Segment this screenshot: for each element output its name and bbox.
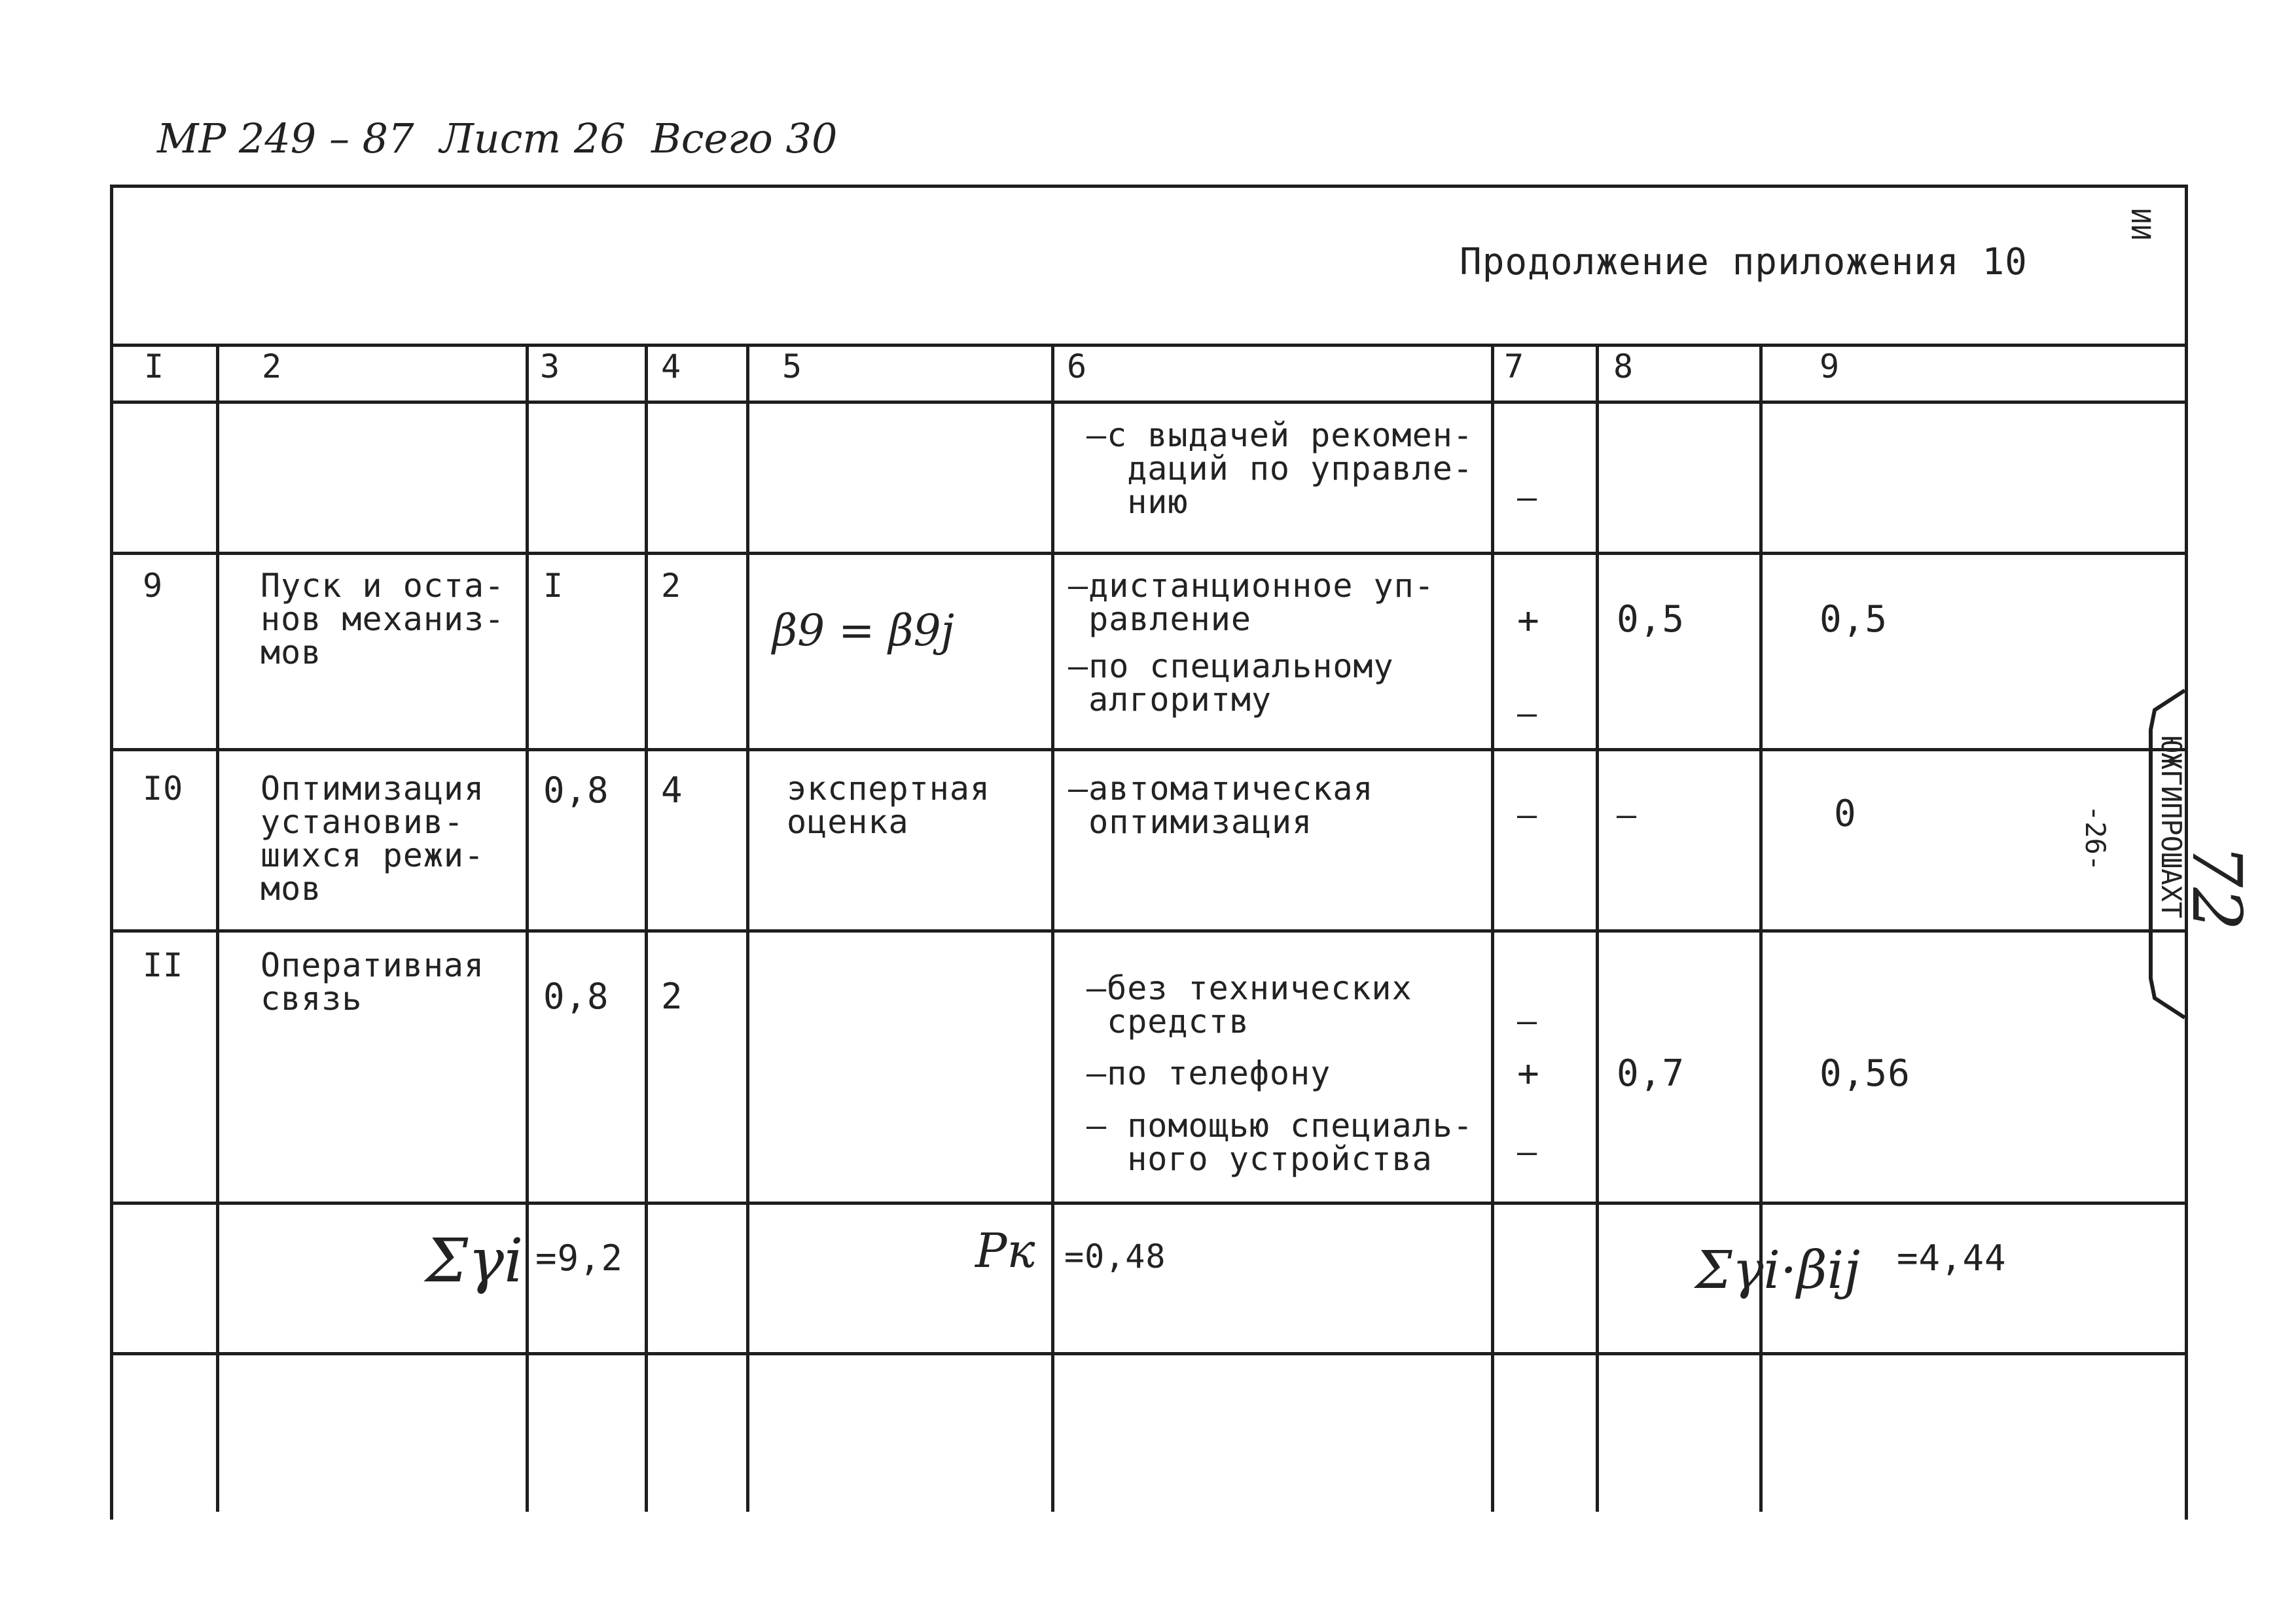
col-header-3: 3 (540, 348, 561, 385)
col-divider-1 (216, 344, 219, 1512)
sum-gamma-beta-value: =4,44 (1897, 1238, 2007, 1279)
row3-col6: –автоматическая оптимизация (1068, 770, 1374, 841)
row1-col7: – (1517, 478, 1538, 516)
col-divider-7 (1596, 344, 1599, 1512)
pk-value: =0,48 (1064, 1238, 1166, 1275)
row2-col7-a: + (1517, 599, 1540, 642)
row3-col3: 0,8 (543, 770, 609, 811)
row2-col3: I (543, 567, 564, 605)
col-header-7: 7 (1504, 348, 1525, 385)
row4-col8: 0,7 (1617, 1052, 1685, 1095)
table-top-line (110, 344, 2188, 347)
row-divider-3 (110, 929, 2188, 933)
row4-col6-option-b: –по телефону (1086, 1054, 1331, 1092)
row2-col2: Пуск и оста- нов механиз- мов (260, 567, 505, 671)
row4-col7-b: + (1517, 1052, 1540, 1095)
row-divider-4 (110, 1202, 2188, 1205)
row2-col1: 9 (143, 567, 164, 605)
row3-col2: Оптимизация установив- шихся режи- мов (260, 770, 485, 908)
frame-top-line (110, 185, 2188, 188)
col-header-1: I (144, 348, 165, 385)
col-divider-2 (526, 344, 529, 1512)
row2-col6-option-a: –дистанционное уп- равление (1068, 567, 1435, 638)
row-divider-1 (110, 552, 2188, 555)
col-divider-8 (1759, 344, 1763, 1512)
row1-col6: –с выдачей рекомен- даций по управле- нию (1086, 416, 1473, 521)
frame-left-line (110, 185, 113, 1520)
row4-col1: II (143, 946, 184, 984)
sum-gamma-label: Σγi (425, 1226, 524, 1296)
page-header: МР 249 – 87 Лист 26 Всего 30 (157, 115, 838, 162)
col-divider-5 (1051, 344, 1054, 1512)
row4-col4: 2 (661, 976, 683, 1017)
corner-mark: ИИ (2125, 208, 2155, 241)
row4-col6-option-a: –без технических средств (1086, 969, 1412, 1041)
row4-col7-a: – (1517, 1002, 1538, 1040)
row3-col4: 4 (661, 770, 683, 811)
row2-col8: 0,5 (1617, 598, 1685, 641)
row2-col7-b: – (1517, 694, 1538, 732)
pk-label: Pк (975, 1223, 1035, 1278)
col-divider-4 (746, 344, 749, 1512)
sum-gamma-beta-label: Σγi·βij (1695, 1240, 1861, 1300)
col-divider-6 (1491, 344, 1494, 1512)
row3-col1: I0 (143, 770, 184, 808)
row3-col7: – (1517, 796, 1538, 834)
row2-col6-option-b: –по специальному алгоритму (1068, 647, 1394, 719)
header-bottom-line (110, 401, 2188, 404)
totals-bottom-line (110, 1352, 2188, 1355)
col-header-5: 5 (782, 348, 803, 385)
side-stamp-org: ЮЖГИПРОШАХТ (2155, 736, 2187, 919)
appendix-title: Продолжение приложения 10 (1460, 241, 2028, 283)
handwritten-sheet-number: 72 (2177, 844, 2257, 931)
row2-col4: 2 (661, 567, 682, 605)
row4-col9: 0,56 (1820, 1052, 1910, 1095)
col-header-6: 6 (1067, 348, 1088, 385)
row4-col7-c: – (1517, 1133, 1538, 1171)
col-header-8: 8 (1613, 348, 1634, 385)
row-divider-2 (110, 748, 2188, 751)
side-page-number: -26- (2079, 805, 2111, 872)
row4-col6-option-c: – помощью специаль- ного устройства (1086, 1107, 1473, 1178)
row4-col2: Оперативная связь (260, 946, 485, 1018)
row3-col9: 0 (1834, 793, 1857, 835)
col-header-2: 2 (262, 348, 283, 385)
row3-col8: – (1617, 796, 1638, 834)
row4-col3: 0,8 (543, 976, 609, 1017)
sum-gamma-value: =9,2 (535, 1238, 624, 1279)
row2-col5-formula: β9 = β9j (772, 605, 955, 656)
col-header-4: 4 (661, 348, 682, 385)
col-header-9: 9 (1820, 348, 1840, 385)
col-divider-3 (645, 344, 648, 1512)
row2-col9: 0,5 (1820, 598, 1888, 641)
row3-col5: экспертная оценка (787, 770, 991, 841)
